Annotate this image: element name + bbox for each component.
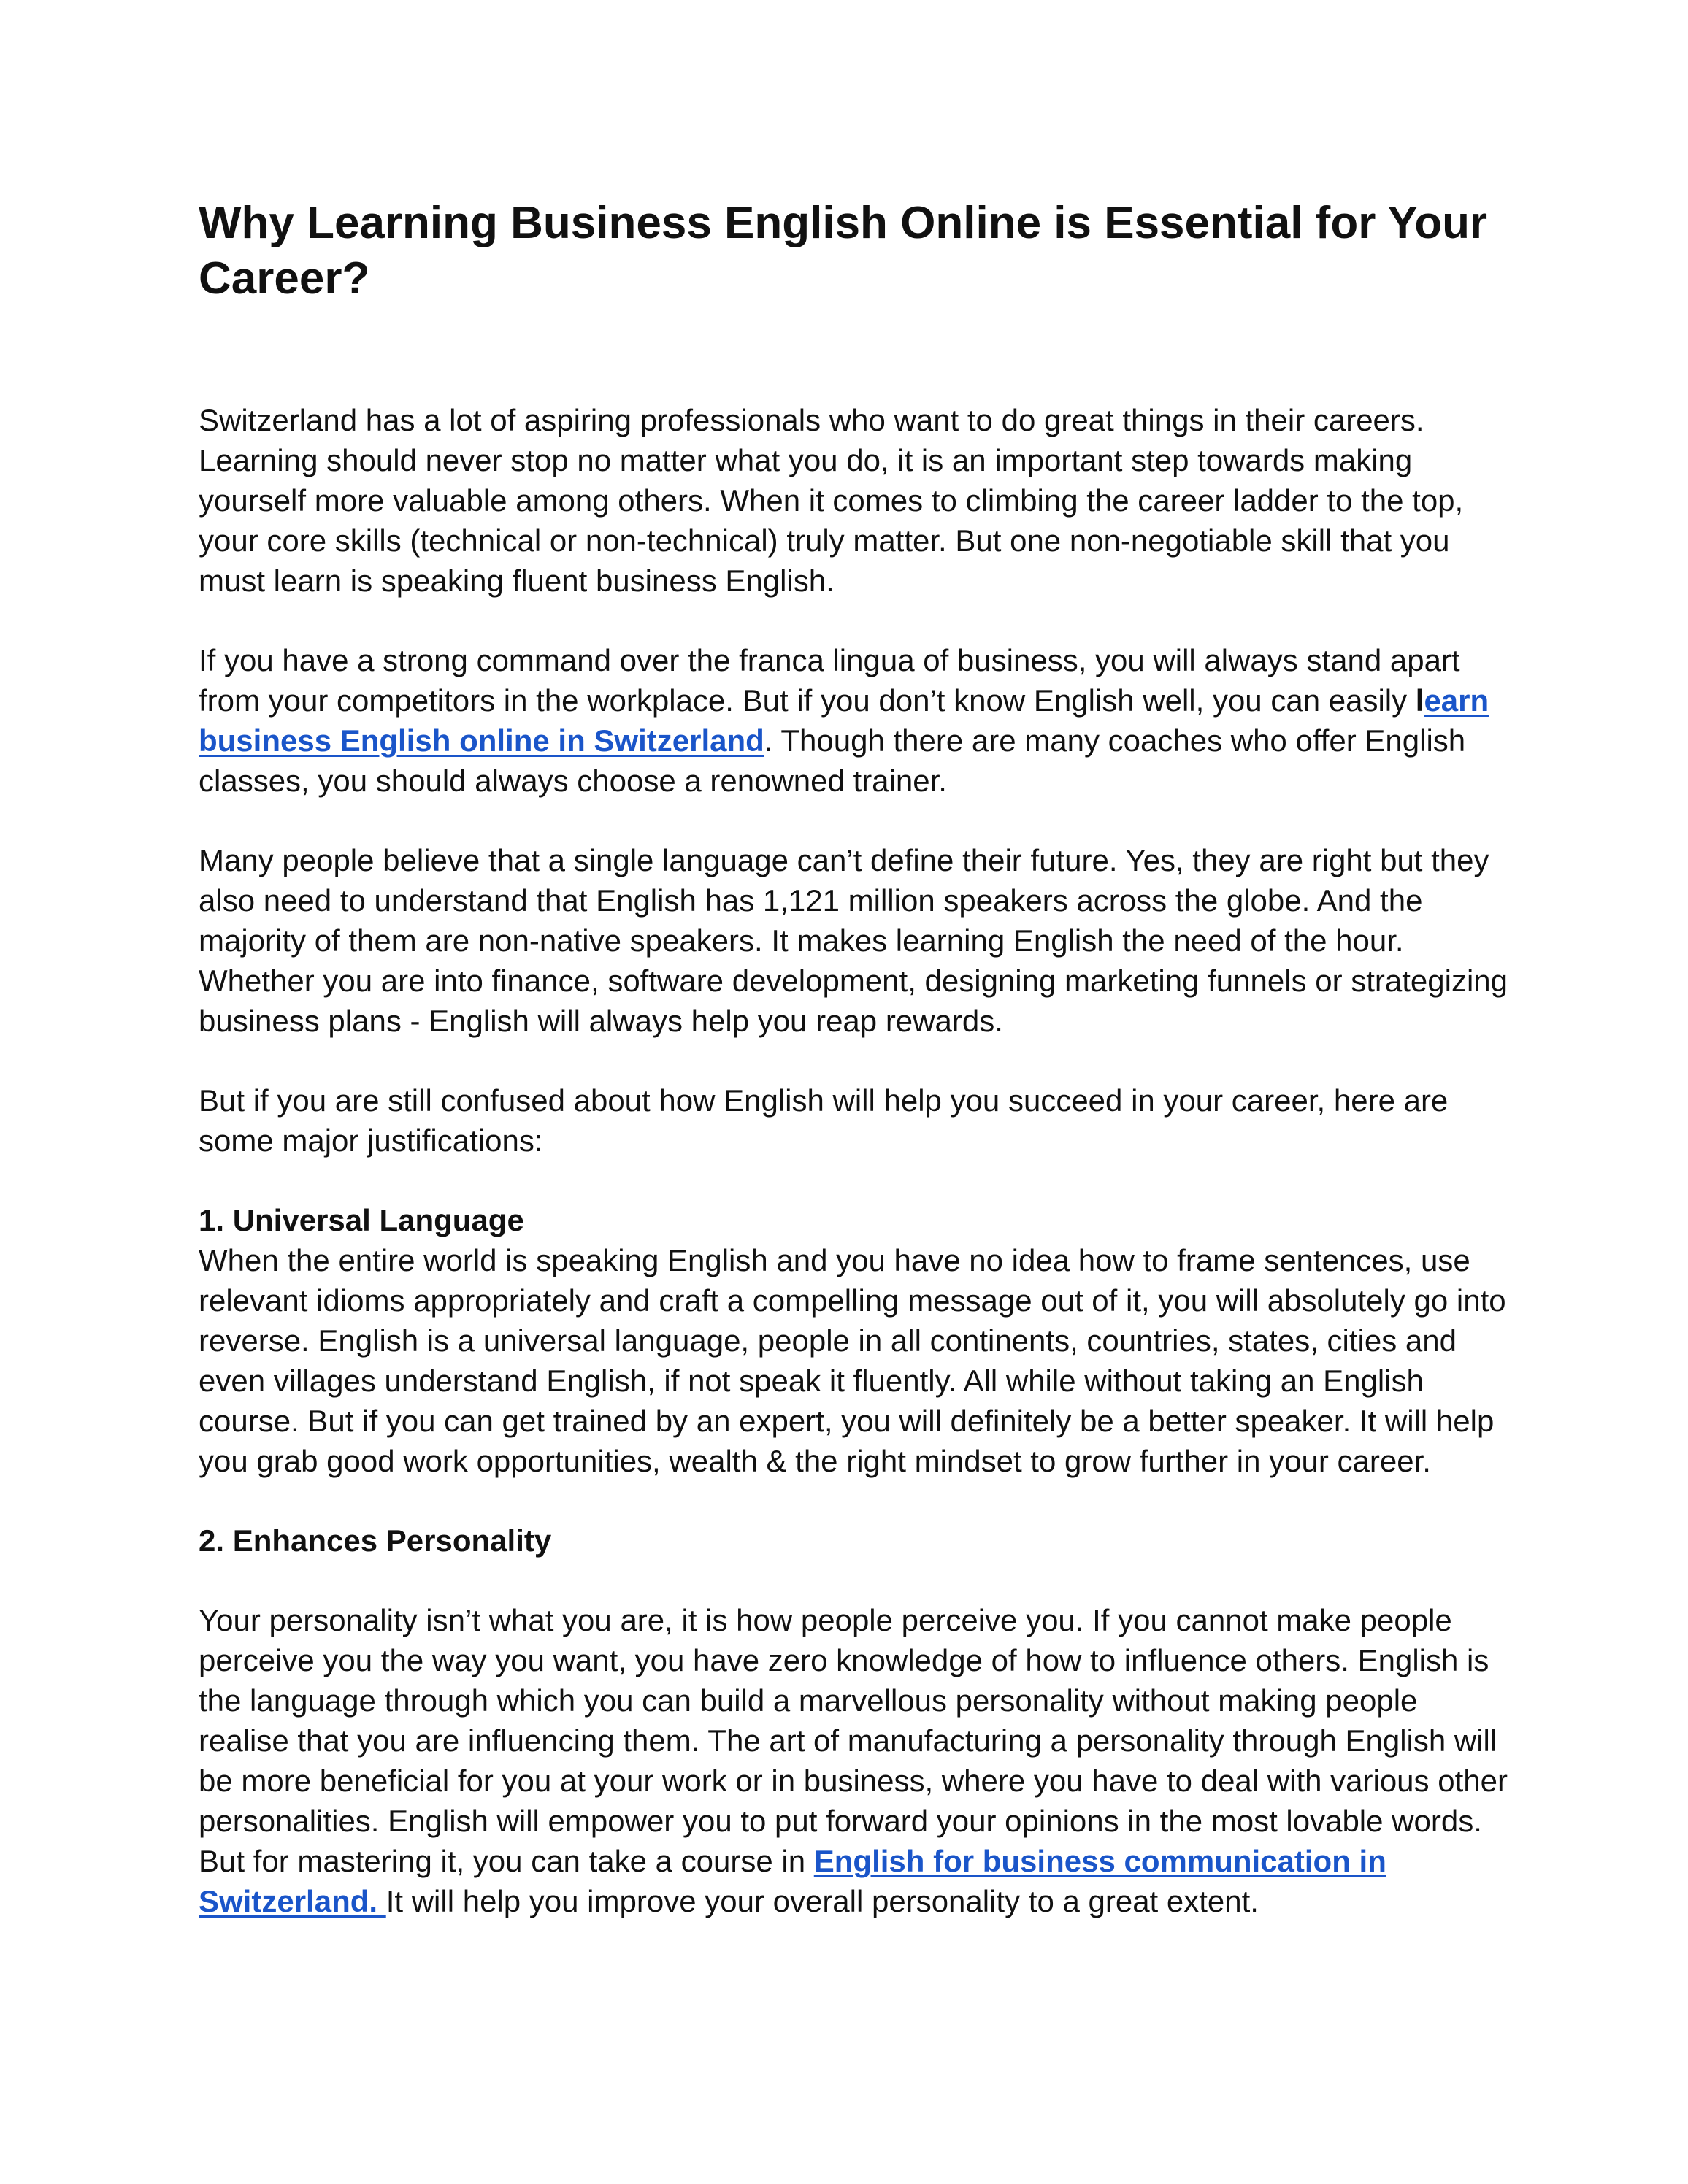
section-text-enhances-personality-end: It will help you improve your overall personality to a great extent.	[385, 1884, 1259, 1918]
paragraph-speakers: Many people believe that a single language can’t define their future. Yes, they are right but they also need to understand that English has 1,121 million speakers across the globe. And the majority of them are non-native speakers. It makes learning English the need of the hour. Whether you are into finance, software development, designing marketing funnels or strategizing business plans - English will always help you reap rewards.	[199, 843, 1508, 1038]
business-communication-link[interactable]: English for business communication in Switzerland.	[199, 1844, 1386, 1918]
document-page	[199, 196, 1513, 1921]
document-body	[199, 400, 1513, 1921]
section-text-enhances-personality-start: Your personality isn’t what you are, it is how people perceive you. If you cannot make people perceive you the way you want, you have zero knowledge of how to influence others. English is the language through which you can build a marvellous personality without making people realise that you are influencing them. The art of manufacturing a personality through English will be more beneficial for you at your work or in business, where you have to deal with various other personalities. English will empower you to put forward your opinions in the most lovable words. But for mastering it, you can take a course in	[199, 1603, 1508, 1878]
paragraph-intro: Switzerland has a lot of aspiring professionals who want to do great things in their careers. Learning should never stop no matter what you do, it is an important step towards making yourself more valuable among others. When it comes to climbing the career ladder to the top, your core skills (technical or non-technical) truly matter. But one non-negotiable skill that you must learn is speaking fluent business English.	[199, 403, 1464, 598]
paragraph-command-text: If you have a strong command over the franca lingua of business, you will always stand apart from your competitors in the workplace. But if you don’t know English well, you can easily	[199, 643, 1460, 718]
learn-business-english-link[interactable]: earn business English online in Switzerland	[199, 683, 1489, 758]
section-heading-universal-language: 1. Universal Language	[199, 1203, 524, 1237]
bold-letter: l	[1415, 683, 1424, 718]
section-text-enhances-personality	[199, 1600, 1513, 1921]
page-title: Why Learning Business English Online is Essential for Your Career?	[199, 198, 1488, 304]
section-text-universal-language: When the entire world is speaking English and you have no idea how to frame sentences, use relevant idioms appropriately and craft a compelling message out of it, you will absolutely go into reverse. English is a universal language, people in all continents, countries, states, cities and even villages understand English, if not speak it fluently. All while without taking an English course. But if you can get trained by an expert, you will definitely be a better speaker. It will help you grab good work opportunities, wealth & the right mindset to grow further in your career.	[199, 1243, 1506, 1478]
paragraph-command-text-end: . Though there are many coaches who offer English classes, you should always choose a renowned trainer.	[199, 723, 1466, 798]
section-heading-enhances-personality: 2. Enhances Personality	[199, 1523, 552, 1558]
paragraph-command	[199, 640, 1513, 801]
paragraph-justifications: But if you are still confused about how English will help you succeed in your career, here are some major justifications:	[199, 1083, 1449, 1158]
